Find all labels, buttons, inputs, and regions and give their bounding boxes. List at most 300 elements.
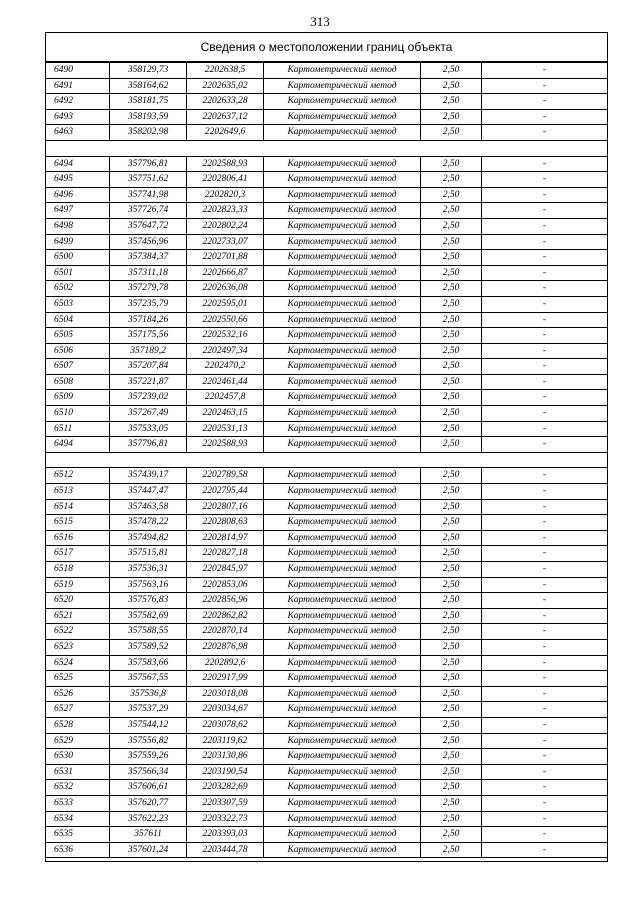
method-cell: Картометрический метод (264, 624, 421, 640)
table-row (46, 780, 607, 796)
coord-x-cell: 357239,02 (110, 390, 187, 406)
table-row (46, 655, 607, 671)
note-cell: - (482, 328, 608, 344)
point-number-cell: 6528 (46, 717, 110, 733)
coord-y-cell: 2202470,2 (187, 359, 264, 375)
point-number-cell: 6504 (46, 312, 110, 328)
table-row (46, 593, 607, 609)
method-cell: Картометрический метод (264, 655, 421, 671)
accuracy-cell: 2,50 (421, 94, 482, 110)
group-separator-cell (46, 452, 607, 468)
coord-x-cell: 357447,47 (110, 484, 187, 500)
method-cell: Картометрический метод (264, 390, 421, 406)
point-number-cell: 6515 (46, 515, 110, 531)
accuracy-cell: 2,50 (421, 655, 482, 671)
group-separator-row (46, 140, 607, 156)
method-cell: Картометрический метод (264, 63, 421, 79)
coord-x-cell: 357567,55 (110, 671, 187, 687)
table-row (46, 156, 607, 172)
coord-x-cell: 357189,2 (110, 343, 187, 359)
coord-x-cell: 357221,87 (110, 374, 187, 390)
point-number-cell: 6490 (46, 63, 110, 79)
coord-x-cell: 357494,82 (110, 530, 187, 546)
point-number-cell: 6529 (46, 733, 110, 749)
table-row (46, 406, 607, 422)
point-number-cell: 6497 (46, 203, 110, 219)
coord-y-cell: 2203393,03 (187, 827, 264, 843)
coord-y-cell: 2202807,16 (187, 499, 264, 515)
coord-y-cell: 2202845,97 (187, 562, 264, 578)
table-row (46, 484, 607, 500)
accuracy-cell: 2,50 (421, 250, 482, 266)
point-number-cell: 6508 (46, 374, 110, 390)
point-number-cell: 6530 (46, 749, 110, 765)
accuracy-cell: 2,50 (421, 749, 482, 765)
accuracy-cell: 2,50 (421, 530, 482, 546)
table-row (46, 390, 607, 406)
accuracy-cell: 2,50 (421, 764, 482, 780)
note-cell: - (482, 468, 608, 484)
coord-y-cell: 2202649,6 (187, 125, 264, 141)
point-number-cell: 6531 (46, 764, 110, 780)
table-row (46, 94, 607, 110)
accuracy-cell: 2,50 (421, 328, 482, 344)
accuracy-cell: 2,50 (421, 125, 482, 141)
table-row (46, 749, 607, 765)
accuracy-cell: 2,50 (421, 172, 482, 188)
table-row (46, 328, 607, 344)
accuracy-cell: 2,50 (421, 562, 482, 578)
coord-y-cell: 2202497,34 (187, 343, 264, 359)
accuracy-cell: 2,50 (421, 343, 482, 359)
coord-y-cell: 2202802,24 (187, 218, 264, 234)
table-row (46, 281, 607, 297)
point-number-cell: 6520 (46, 593, 110, 609)
method-cell: Картометрический метод (264, 109, 421, 125)
coord-x-cell: 357536,31 (110, 562, 187, 578)
coordinates-table-body (46, 63, 607, 858)
table-row (46, 530, 607, 546)
note-cell: - (482, 187, 608, 203)
note-cell: - (482, 406, 608, 422)
point-number-cell: 6511 (46, 421, 110, 437)
point-number-cell: 6519 (46, 577, 110, 593)
note-cell: - (482, 639, 608, 655)
coord-y-cell: 2202808,63 (187, 515, 264, 531)
table-row (46, 234, 607, 250)
table-row (46, 312, 607, 328)
table-row (46, 733, 607, 749)
table-row (46, 296, 607, 312)
point-number-cell: 6493 (46, 109, 110, 125)
coord-x-cell: 357620,77 (110, 795, 187, 811)
table-row (46, 842, 607, 858)
table-row (46, 671, 607, 687)
coord-y-cell: 2202461,44 (187, 374, 264, 390)
coord-x-cell: 357601,24 (110, 842, 187, 858)
accuracy-cell: 2,50 (421, 702, 482, 718)
table-row (46, 343, 607, 359)
point-number-cell: 6536 (46, 842, 110, 858)
coord-y-cell: 2202457,8 (187, 390, 264, 406)
accuracy-cell: 2,50 (421, 733, 482, 749)
coord-y-cell: 2203034,67 (187, 702, 264, 718)
method-cell: Картометрический метод (264, 281, 421, 297)
point-number-cell: 6495 (46, 172, 110, 188)
accuracy-cell: 2,50 (421, 109, 482, 125)
point-number-cell: 6494 (46, 437, 110, 453)
note-cell: - (482, 733, 608, 749)
point-number-cell: 6527 (46, 702, 110, 718)
coord-y-cell: 2202638,5 (187, 63, 264, 79)
coord-y-cell: 2202588,93 (187, 437, 264, 453)
coordinates-table (46, 62, 607, 858)
note-cell: - (482, 421, 608, 437)
method-cell: Картометрический метод (264, 187, 421, 203)
table-row (46, 63, 607, 79)
coord-y-cell: 2202823,33 (187, 203, 264, 219)
accuracy-cell: 2,50 (421, 515, 482, 531)
method-cell: Картометрический метод (264, 842, 421, 858)
note-cell: - (482, 78, 608, 94)
note-cell: - (482, 374, 608, 390)
accuracy-cell: 2,50 (421, 671, 482, 687)
coord-x-cell: 357267,49 (110, 406, 187, 422)
table-row (46, 515, 607, 531)
accuracy-cell: 2,50 (421, 359, 482, 375)
method-cell: Картометрический метод (264, 250, 421, 266)
table-row (46, 499, 607, 515)
accuracy-cell: 2,50 (421, 437, 482, 453)
method-cell: Картометрический метод (264, 671, 421, 687)
accuracy-cell: 2,50 (421, 281, 482, 297)
note-cell: - (482, 296, 608, 312)
accuracy-cell: 2,50 (421, 546, 482, 562)
point-number-cell: 6491 (46, 78, 110, 94)
table-row (46, 265, 607, 281)
accuracy-cell: 2,50 (421, 639, 482, 655)
coord-y-cell: 2202463,15 (187, 406, 264, 422)
point-number-cell: 6500 (46, 250, 110, 266)
accuracy-cell: 2,50 (421, 406, 482, 422)
method-cell: Картометрический метод (264, 717, 421, 733)
point-number-cell: 6514 (46, 499, 110, 515)
note-cell: - (482, 109, 608, 125)
method-cell: Картометрический метод (264, 499, 421, 515)
coord-x-cell: 357566,34 (110, 764, 187, 780)
accuracy-cell: 2,50 (421, 265, 482, 281)
coord-y-cell: 2202820,3 (187, 187, 264, 203)
accuracy-cell: 2,50 (421, 218, 482, 234)
accuracy-cell: 2,50 (421, 686, 482, 702)
coord-x-cell: 357207,84 (110, 359, 187, 375)
coord-x-cell: 358181,75 (110, 94, 187, 110)
coord-x-cell: 357589,52 (110, 639, 187, 655)
coord-y-cell: 2203130,86 (187, 749, 264, 765)
table-row (46, 109, 607, 125)
point-number-cell: 6523 (46, 639, 110, 655)
method-cell: Картометрический метод (264, 639, 421, 655)
point-number-cell: 6526 (46, 686, 110, 702)
coord-y-cell: 2203307,59 (187, 795, 264, 811)
method-cell: Картометрический метод (264, 296, 421, 312)
note-cell: - (482, 203, 608, 219)
coord-y-cell: 2202635,02 (187, 78, 264, 94)
note-cell: - (482, 218, 608, 234)
coord-x-cell: 357559,26 (110, 749, 187, 765)
group-separator-row (46, 452, 607, 468)
point-number-cell: 6516 (46, 530, 110, 546)
coord-y-cell: 2203322,73 (187, 811, 264, 827)
point-number-cell: 6505 (46, 328, 110, 344)
accuracy-cell: 2,50 (421, 296, 482, 312)
accuracy-cell: 2,50 (421, 156, 482, 172)
accuracy-cell: 2,50 (421, 63, 482, 79)
coord-y-cell: 2202532,16 (187, 328, 264, 344)
coord-x-cell: 357576,83 (110, 593, 187, 609)
method-cell: Картометрический метод (264, 546, 421, 562)
method-cell: Картометрический метод (264, 172, 421, 188)
coord-x-cell: 357751,62 (110, 172, 187, 188)
point-number-cell: 6509 (46, 390, 110, 406)
coord-y-cell: 2203282,69 (187, 780, 264, 796)
coord-x-cell: 357582,69 (110, 608, 187, 624)
table-row (46, 437, 607, 453)
coord-y-cell: 2203190,54 (187, 764, 264, 780)
point-number-cell: 6494 (46, 156, 110, 172)
coord-x-cell: 357726,74 (110, 203, 187, 219)
coord-y-cell: 2202806,41 (187, 172, 264, 188)
method-cell: Картометрический метод (264, 343, 421, 359)
accuracy-cell: 2,50 (421, 78, 482, 94)
note-cell: - (482, 63, 608, 79)
table-row (46, 811, 607, 827)
note-cell: - (482, 234, 608, 250)
table-row (46, 203, 607, 219)
note-cell: - (482, 359, 608, 375)
accuracy-cell: 2,50 (421, 499, 482, 515)
point-number-cell: 6522 (46, 624, 110, 640)
method-cell: Картометрический метод (264, 780, 421, 796)
table-row (46, 374, 607, 390)
point-number-cell: 6518 (46, 562, 110, 578)
method-cell: Картометрический метод (264, 437, 421, 453)
table-row (46, 78, 607, 94)
table-title: Сведения о местоположении границ объекта (46, 33, 607, 62)
method-cell: Картометрический метод (264, 593, 421, 609)
note-cell: - (482, 281, 608, 297)
note-cell: - (482, 811, 608, 827)
point-number-cell: 6533 (46, 795, 110, 811)
coord-y-cell: 2202876,98 (187, 639, 264, 655)
note-cell: - (482, 702, 608, 718)
boundary-table-frame (45, 32, 608, 862)
method-cell: Картометрический метод (264, 234, 421, 250)
coord-y-cell: 2202636,08 (187, 281, 264, 297)
table-row (46, 795, 607, 811)
coord-x-cell: 357796,81 (110, 437, 187, 453)
coord-x-cell: 357311,18 (110, 265, 187, 281)
page-number: 313 (310, 14, 330, 29)
coord-x-cell: 357796,81 (110, 156, 187, 172)
point-number-cell: 6525 (46, 671, 110, 687)
accuracy-cell: 2,50 (421, 421, 482, 437)
note-cell: - (482, 515, 608, 531)
coord-y-cell: 2202550,66 (187, 312, 264, 328)
note-cell: - (482, 499, 608, 515)
coord-x-cell: 357622,23 (110, 811, 187, 827)
coord-y-cell: 2202892,6 (187, 655, 264, 671)
point-number-cell: 6498 (46, 218, 110, 234)
coord-x-cell: 357606,61 (110, 780, 187, 796)
note-cell: - (482, 312, 608, 328)
accuracy-cell: 2,50 (421, 593, 482, 609)
coord-y-cell: 2202531,13 (187, 421, 264, 437)
coord-x-cell: 357611 (110, 827, 187, 843)
table-row (46, 608, 607, 624)
note-cell: - (482, 764, 608, 780)
method-cell: Картометрический метод (264, 577, 421, 593)
point-number-cell: 6492 (46, 94, 110, 110)
method-cell: Картометрический метод (264, 530, 421, 546)
table-row (46, 172, 607, 188)
method-cell: Картометрический метод (264, 156, 421, 172)
method-cell: Картометрический метод (264, 94, 421, 110)
coord-y-cell: 2202856,96 (187, 593, 264, 609)
coord-x-cell: 357184,26 (110, 312, 187, 328)
point-number-cell: 6510 (46, 406, 110, 422)
coord-y-cell: 2203119,62 (187, 733, 264, 749)
method-cell: Картометрический метод (264, 733, 421, 749)
coord-x-cell: 357536,8 (110, 686, 187, 702)
coord-y-cell: 2202588,93 (187, 156, 264, 172)
table-row (46, 827, 607, 843)
accuracy-cell: 2,50 (421, 811, 482, 827)
coord-y-cell: 2202814,97 (187, 530, 264, 546)
accuracy-cell: 2,50 (421, 795, 482, 811)
method-cell: Картометрический метод (264, 484, 421, 500)
coord-x-cell: 357563,16 (110, 577, 187, 593)
note-cell: - (482, 577, 608, 593)
note-cell: - (482, 94, 608, 110)
note-cell: - (482, 780, 608, 796)
method-cell: Картометрический метод (264, 359, 421, 375)
note-cell: - (482, 172, 608, 188)
note-cell: - (482, 250, 608, 266)
coord-x-cell: 357279,78 (110, 281, 187, 297)
coord-y-cell: 2203078,62 (187, 717, 264, 733)
method-cell: Картометрический метод (264, 811, 421, 827)
coord-x-cell: 357583,66 (110, 655, 187, 671)
group-separator-cell (46, 140, 607, 156)
note-cell: - (482, 390, 608, 406)
method-cell: Картометрический метод (264, 562, 421, 578)
coord-x-cell: 357647,72 (110, 218, 187, 234)
coord-y-cell: 2202795,44 (187, 484, 264, 500)
note-cell: - (482, 265, 608, 281)
method-cell: Картометрический метод (264, 749, 421, 765)
point-number-cell: 6513 (46, 484, 110, 500)
accuracy-cell: 2,50 (421, 717, 482, 733)
accuracy-cell: 2,50 (421, 608, 482, 624)
table-row (46, 702, 607, 718)
note-cell: - (482, 546, 608, 562)
table-row (46, 359, 607, 375)
point-number-cell: 6535 (46, 827, 110, 843)
coord-y-cell: 2202733,07 (187, 234, 264, 250)
table-row (46, 218, 607, 234)
coord-x-cell: 357456,96 (110, 234, 187, 250)
point-number-cell: 6521 (46, 608, 110, 624)
coord-x-cell: 357439,17 (110, 468, 187, 484)
point-number-cell: 6507 (46, 359, 110, 375)
note-cell: - (482, 655, 608, 671)
point-number-cell: 6503 (46, 296, 110, 312)
coord-x-cell: 357384,37 (110, 250, 187, 266)
method-cell: Картометрический метод (264, 686, 421, 702)
note-cell: - (482, 562, 608, 578)
method-cell: Картометрический метод (264, 218, 421, 234)
coord-y-cell: 2202701,88 (187, 250, 264, 266)
note-cell: - (482, 795, 608, 811)
note-cell: - (482, 686, 608, 702)
coord-y-cell: 2202917,99 (187, 671, 264, 687)
table-row (46, 577, 607, 593)
coord-y-cell: 2203018,08 (187, 686, 264, 702)
coord-y-cell: 2202595,01 (187, 296, 264, 312)
coord-x-cell: 357544,12 (110, 717, 187, 733)
coord-y-cell: 2202637,12 (187, 109, 264, 125)
accuracy-cell: 2,50 (421, 827, 482, 843)
coord-x-cell: 357556,82 (110, 733, 187, 749)
coord-x-cell: 357537,29 (110, 702, 187, 718)
coord-x-cell: 357235,79 (110, 296, 187, 312)
method-cell: Картометрический метод (264, 265, 421, 281)
method-cell: Картометрический метод (264, 421, 421, 437)
coord-y-cell: 2202789,58 (187, 468, 264, 484)
accuracy-cell: 2,50 (421, 842, 482, 858)
note-cell: - (482, 343, 608, 359)
coord-x-cell: 358129,73 (110, 63, 187, 79)
table-row (46, 562, 607, 578)
point-number-cell: 6501 (46, 265, 110, 281)
note-cell: - (482, 156, 608, 172)
table-row (46, 639, 607, 655)
coord-x-cell: 357533,05 (110, 421, 187, 437)
method-cell: Картометрический метод (264, 764, 421, 780)
table-row (46, 125, 607, 141)
method-cell: Картометрический метод (264, 312, 421, 328)
coord-x-cell: 357515,81 (110, 546, 187, 562)
method-cell: Картометрический метод (264, 125, 421, 141)
accuracy-cell: 2,50 (421, 624, 482, 640)
table-row (46, 421, 607, 437)
table-row (46, 250, 607, 266)
note-cell: - (482, 484, 608, 500)
point-number-cell: 6496 (46, 187, 110, 203)
point-number-cell: 6506 (46, 343, 110, 359)
method-cell: Картометрический метод (264, 468, 421, 484)
note-cell: - (482, 671, 608, 687)
point-number-cell: 6524 (46, 655, 110, 671)
note-cell: - (482, 608, 608, 624)
method-cell: Картометрический метод (264, 78, 421, 94)
accuracy-cell: 2,50 (421, 312, 482, 328)
coord-x-cell: 358164,62 (110, 78, 187, 94)
coord-y-cell: 2203444,78 (187, 842, 264, 858)
coord-x-cell: 358202,98 (110, 125, 187, 141)
coord-y-cell: 2202666,87 (187, 265, 264, 281)
